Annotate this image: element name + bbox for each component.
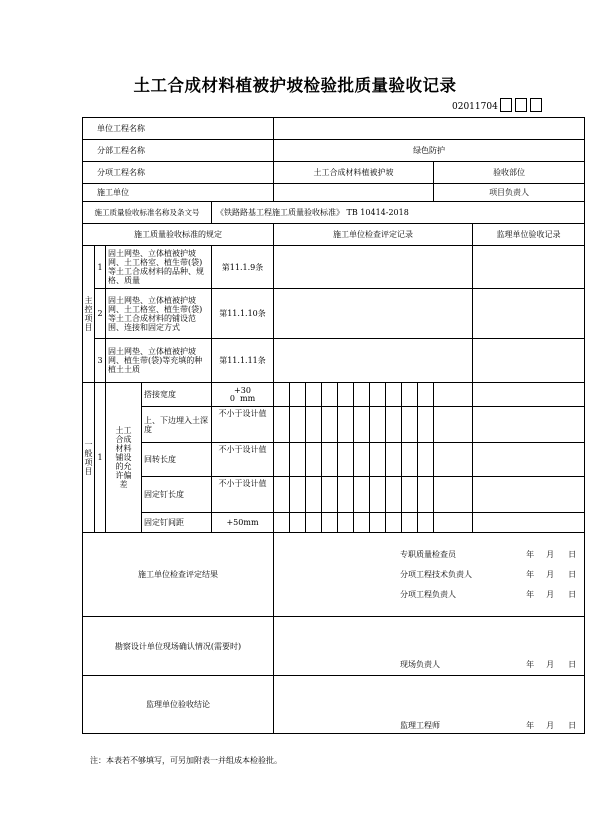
design-confirm-label: 勘察设计单位现场确认情况(需要时) <box>83 617 274 676</box>
signer-quality-inspector: 专职质量检查员 <box>400 550 456 559</box>
general-row-name: 回转长度 <box>142 443 212 477</box>
pm-label: 项目负责人 <box>434 184 585 202</box>
date-day: 日 <box>568 720 577 730</box>
col-spec-header: 施工质量验收标准的规定 <box>83 224 274 246</box>
measure-cell[interactable] <box>274 383 290 407</box>
code-box-2[interactable] <box>515 98 527 112</box>
measure-cell[interactable] <box>274 407 290 443</box>
date-day: 日 <box>568 550 577 559</box>
form-title: 土工合成材料植被护坡检验批质量验收记录 <box>133 76 457 95</box>
general-row-tolerance: 不小于设计值 <box>212 443 274 477</box>
measure-cell[interactable] <box>370 383 386 407</box>
measure-cell[interactable] <box>274 443 290 477</box>
main-item-clause: 第11.1.11条 <box>212 339 274 383</box>
measure-cell[interactable] <box>306 407 322 443</box>
footnote: 注：本表若不够填写，可另加附表一并组成本检验批。 <box>90 756 282 765</box>
acceptance-table <box>82 117 585 734</box>
main-item-supervisor-record[interactable] <box>473 289 585 339</box>
date-month: 月 <box>546 590 555 599</box>
main-item-no: 2 <box>95 289 106 339</box>
contractor-result-label: 施工单位检查评定结果 <box>83 533 274 617</box>
design-signer-row <box>274 653 584 675</box>
date-day: 日 <box>568 590 577 599</box>
measure-cell[interactable] <box>418 513 434 533</box>
measure-cell[interactable] <box>306 443 322 477</box>
measure-cell[interactable] <box>386 407 402 443</box>
main-item-text: 固土网垫、立体植被护坡网、植生带(袋)等充填的种植土土质 <box>106 339 212 383</box>
contractor-result-signoff[interactable] <box>274 533 585 617</box>
date-day: 日 <box>568 659 577 669</box>
general-row-tolerance: +50mm <box>212 513 274 533</box>
date-day: 日 <box>568 570 577 579</box>
general-supervisor-record[interactable] <box>473 477 585 513</box>
main-item-no: 3 <box>95 339 106 383</box>
measure-extra-cell[interactable] <box>434 513 473 533</box>
general-supervisor-record[interactable] <box>473 383 585 407</box>
measure-cell[interactable] <box>386 443 402 477</box>
general-row-name: 上、下边埋入土深度 <box>142 407 212 443</box>
measure-cell[interactable] <box>402 383 418 407</box>
measure-cell[interactable] <box>274 477 290 513</box>
measure-cell[interactable] <box>386 513 402 533</box>
measure-cell[interactable] <box>402 477 418 513</box>
standard-label: 施工质量验收标准名称及条文号 <box>83 202 212 224</box>
general-row-name: 固定钉间距 <box>142 513 212 533</box>
contractor-signers <box>274 545 584 605</box>
measure-cell[interactable] <box>338 407 354 443</box>
date-year: 年 <box>526 659 535 669</box>
contractor-value[interactable] <box>274 184 434 202</box>
date-month: 月 <box>546 570 555 579</box>
signer-supervising-engineer: 监理工程师 <box>400 720 440 730</box>
measure-cell[interactable] <box>354 383 370 407</box>
main-item-contractor-record[interactable] <box>274 339 473 383</box>
supervisor-conclusion-signoff[interactable] <box>274 676 585 734</box>
contractor-label: 施工单位 <box>83 184 274 202</box>
main-item-text: 固土网垫、立体植被护坡网、土工格室、植生带(袋)等土工合成材料的品种、规格、质量 <box>106 246 212 289</box>
measure-cell[interactable] <box>322 383 338 407</box>
measure-cell[interactable] <box>418 477 434 513</box>
date-month: 月 <box>546 659 555 669</box>
measure-cell[interactable] <box>370 443 386 477</box>
measure-cell[interactable] <box>354 407 370 443</box>
date-month: 月 <box>546 720 555 730</box>
unit-project-value[interactable] <box>274 118 585 140</box>
general-row-tolerance <box>212 383 274 407</box>
subdivision-value[interactable]: 土工合成材料植被护坡 <box>274 162 434 184</box>
measure-cell[interactable] <box>370 513 386 533</box>
measure-cell[interactable] <box>290 407 306 443</box>
measure-cell[interactable] <box>354 477 370 513</box>
measure-cell[interactable] <box>338 477 354 513</box>
main-item-clause: 第11.1.9条 <box>212 246 274 289</box>
measure-cell[interactable] <box>418 383 434 407</box>
measure-extra-cell[interactable] <box>434 407 473 443</box>
measure-cell[interactable] <box>322 477 338 513</box>
general-supervisor-record[interactable] <box>473 443 585 477</box>
supervisor-signer-row <box>274 717 584 733</box>
measure-cell[interactable] <box>370 477 386 513</box>
signer-tech-lead: 分项工程技术负责人 <box>400 570 472 579</box>
acceptance-part <box>434 162 585 184</box>
division-value[interactable]: 绿色防护 <box>274 140 585 162</box>
measure-cell[interactable] <box>290 477 306 513</box>
main-item-contractor-record[interactable] <box>274 246 473 289</box>
general-supervisor-record[interactable] <box>473 513 585 533</box>
measure-cell[interactable] <box>306 383 322 407</box>
measure-cell[interactable] <box>322 513 338 533</box>
subdivision-label: 分项工程名称 <box>83 162 274 184</box>
measure-cell[interactable] <box>418 443 434 477</box>
measure-cell[interactable] <box>290 443 306 477</box>
col-supervisor-header: 监理单位验收记录 <box>473 224 585 246</box>
measure-cell[interactable] <box>402 407 418 443</box>
date-month: 月 <box>546 550 555 559</box>
measure-cell[interactable] <box>338 443 354 477</box>
measure-cell[interactable] <box>370 407 386 443</box>
main-item-text: 固土网垫、立体植被护坡网、土工格室、植生带(袋)等土工合成材料的铺设范围、连接和固定方式 <box>106 289 212 339</box>
measure-cell[interactable] <box>306 477 322 513</box>
measure-cell[interactable] <box>322 407 338 443</box>
supervisor-conclusion-label: 监理单位验收结论 <box>83 676 274 734</box>
design-confirm-signoff[interactable] <box>274 617 585 676</box>
general-items-label: 一般项目 <box>83 383 95 533</box>
measure-cell[interactable] <box>402 513 418 533</box>
standard-value[interactable]: 《铁路路基工程施工质量验收标准》 TB 10414-2018 <box>212 202 585 224</box>
acceptance-part-label: 验收部位 <box>493 168 526 177</box>
measure-cell[interactable] <box>354 443 370 477</box>
tolerance-unit: mm <box>240 393 256 403</box>
main-items-label: 主控项目 <box>83 246 95 383</box>
measure-cell[interactable] <box>290 513 306 533</box>
division-label: 分部工程名称 <box>83 140 274 162</box>
date-year: 年 <box>526 720 535 730</box>
general-item-no: 1 <box>95 383 106 533</box>
general-row-tolerance: 不小于设计值 <box>212 477 274 513</box>
measure-extra-cell[interactable] <box>434 477 473 513</box>
code-box-1[interactable] <box>500 98 512 112</box>
general-row-name: 固定钉长度 <box>142 477 212 513</box>
measure-cell[interactable] <box>354 513 370 533</box>
tolerance-upper: +30 <box>234 385 251 395</box>
main-item-contractor-record[interactable] <box>274 289 473 339</box>
general-row-tolerance: 不小于设计值 <box>212 407 274 443</box>
form-code: 02011704 <box>452 102 498 112</box>
main-item-supervisor-record[interactable] <box>473 339 585 383</box>
date-year: 年 <box>526 570 535 579</box>
date-year: 年 <box>526 590 535 599</box>
measure-cell[interactable] <box>338 513 354 533</box>
general-supervisor-record[interactable] <box>473 407 585 443</box>
main-item-no: 1 <box>95 246 106 289</box>
measure-cell[interactable] <box>386 477 402 513</box>
general-row-name: 搭接宽度 <box>142 383 212 407</box>
measure-cell[interactable] <box>338 383 354 407</box>
tolerance-lower: 0 <box>229 393 235 403</box>
col-contractor-header: 施工单位检查评定记录 <box>274 224 473 246</box>
measure-extra-cell[interactable] <box>434 443 473 477</box>
measure-cell[interactable] <box>402 443 418 477</box>
unit-project-label: 单位工程名称 <box>83 118 274 140</box>
measure-extra-cell[interactable] <box>434 383 473 407</box>
signer-subproject-lead: 分项工程负责人 <box>400 590 456 599</box>
measure-cell[interactable] <box>386 383 402 407</box>
general-item-group: 土工合成材料铺设的允许偏差 <box>106 383 142 533</box>
date-year: 年 <box>526 550 535 559</box>
measure-cell[interactable] <box>274 513 290 533</box>
main-item-supervisor-record[interactable] <box>473 246 585 289</box>
code-box-3[interactable] <box>530 98 542 112</box>
measure-cell[interactable] <box>418 407 434 443</box>
measure-cell[interactable] <box>290 383 306 407</box>
signer-site-lead: 现场负责人 <box>400 659 440 669</box>
main-item-clause: 第11.1.10条 <box>212 289 274 339</box>
measure-cell[interactable] <box>306 513 322 533</box>
measure-cell[interactable] <box>322 443 338 477</box>
